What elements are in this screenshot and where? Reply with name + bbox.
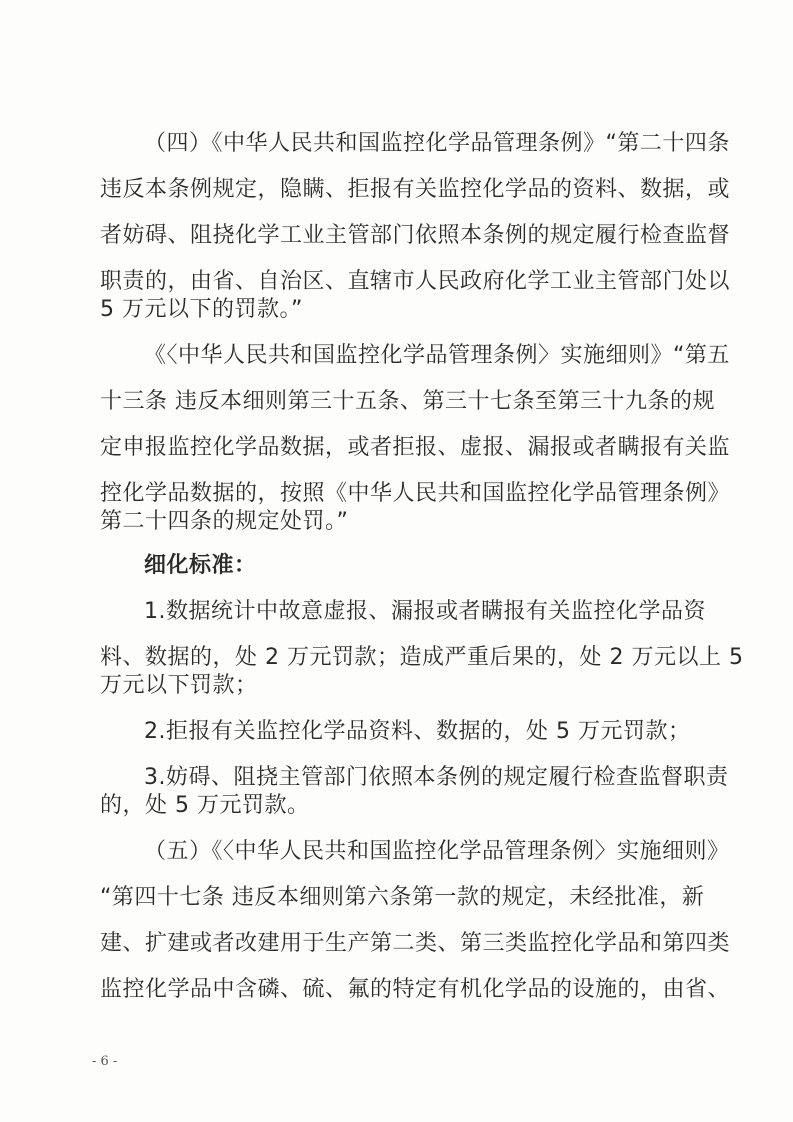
paragraph-line: 控化学品数据的，按照《中华人民共和国监控化学品管理条例》: [100, 481, 731, 506]
paragraph-line: 万元以下罚款；: [100, 673, 258, 698]
paragraph-line: 1.数据统计中故意虚报、漏报或者瞒报有关监控化学品资: [144, 599, 706, 624]
paragraph-line: 第二十四条的规定处罚。”: [100, 509, 349, 534]
paragraph-line: 监控化学品中含磷、硫、氟的特定有机化学品的设施的，由省、: [100, 977, 731, 1002]
paragraph-line: 2.拒报有关监控化学品资料、数据的，处 5 万元罚款；: [144, 719, 691, 744]
paragraph-line: 十三条 违反本细则第三十五条、第三十七条至第三十九条的规: [100, 389, 715, 414]
paragraph-line: 的，处 5 万元罚款。: [100, 793, 310, 818]
paragraph-line: 定申报监控化学品数据，或者拒报、虚报、漏报或者瞒报有关监: [100, 435, 731, 460]
paragraph-line: 3.妨碍、阻挠主管部门依照本条例的规定履行检查监督职责: [144, 765, 729, 790]
section-heading: 细化标准：: [144, 553, 257, 578]
page-number: - 6 -: [92, 1054, 118, 1069]
paragraph-line: 者妨碍、阻挠化学工业主管部门依照本条例的规定履行检查监督: [100, 223, 731, 248]
paragraph-line: “第四十七条 违反本细则第六条第一款的规定，未经批准，新: [100, 885, 705, 910]
paragraph-line: 违反本条例规定，隐瞒、拒报有关监控化学品的资料、数据，或: [100, 177, 731, 202]
paragraph-line: 《〈中华人民共和国监控化学品管理条例〉实施细则》“第五: [144, 343, 730, 368]
paragraph-line: 料、数据的，处 2 万元罚款；造成严重后果的，处 2 万元以上 5: [100, 645, 744, 670]
paragraph-line: 建、扩建或者改建用于生产第二类、第三类监控化学品和第四类: [100, 931, 731, 956]
paragraph-line: 职责的，由省、自治区、直辖市人民政府化学工业主管部门处以: [100, 269, 731, 294]
paragraph-line: （四）《中华人民共和国监控化学品管理条例》“第二十四条: [144, 131, 730, 156]
paragraph-line: 5 万元以下的罚款。”: [100, 297, 303, 322]
paragraph-line: （五）《〈中华人民共和国监控化学品管理条例〉实施细则》: [144, 839, 730, 864]
